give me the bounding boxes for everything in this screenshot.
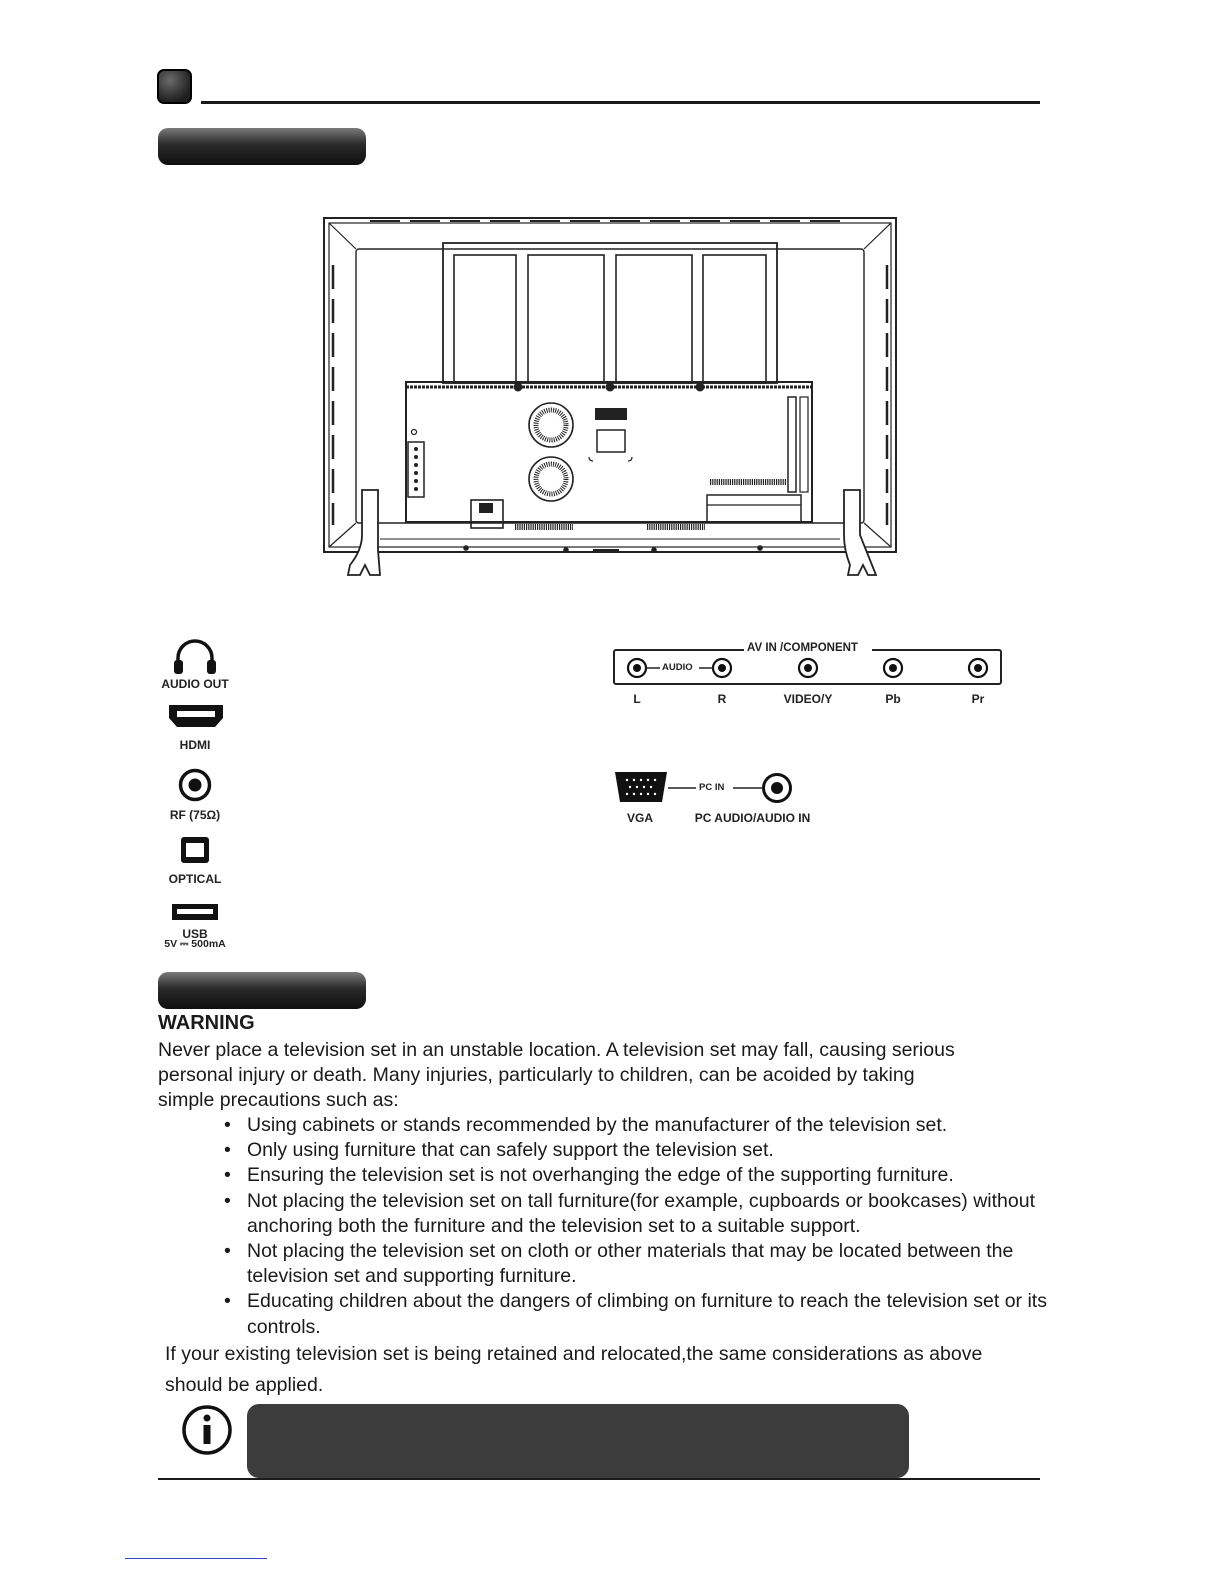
warning-heading: WARNING (158, 1012, 255, 1034)
vga-port-icon (615, 772, 667, 802)
list-item: • Using cabinets or stands recommended by the manufacturer of the television set. (222, 1113, 1047, 1138)
av-panel-title: AV IN /COMPONENT (747, 642, 858, 654)
list-item: • Not placing the television set on cloth or other materials that may be located between the television set and supporting furniture. (222, 1239, 1047, 1289)
hdmi-port-icon (167, 703, 225, 729)
rf-label: RF (75Ω) (169, 808, 221, 822)
footer-rule (158, 1478, 1040, 1480)
tv-rear-illustration (310, 205, 910, 585)
list-item: • Educating children about the dangers of climbing on furniture to reach the television set or its controls. (222, 1289, 1047, 1339)
closing-line-1: If your existing television set is being retained and relocated,the same considerations as above (165, 1343, 983, 1365)
pc-audio-label: PC AUDIO/AUDIO IN (694, 811, 811, 825)
jack-label-l: L (633, 692, 641, 706)
jack-label-r: R (717, 692, 727, 706)
footer-link-underline (125, 1558, 267, 1559)
audio-out-label: AUDIO OUT (161, 677, 229, 691)
optical-port-icon (180, 836, 210, 864)
jack-label-video-y: VIDEO/Y (783, 692, 833, 706)
usb-label: USB (182, 927, 208, 941)
headphones-icon (173, 638, 217, 676)
usb-rating-label: 5V ⎓ 500mA (164, 938, 226, 950)
section-pill-rear-view (158, 128, 366, 165)
list-item: • Only using furniture that can safely support the television set. (222, 1138, 1047, 1163)
vga-label: VGA (626, 811, 653, 825)
list-item: • Not placing the television set on tall furniture(for example, cupboards or bookcases) without anchoring both the furniture and the television set to a suitable support. (222, 1189, 1047, 1239)
closing-line-2: should be applied. (165, 1374, 324, 1396)
rf-coax-icon (178, 768, 212, 802)
chapter-badge (157, 69, 192, 104)
hdmi-label: HDMI (179, 738, 211, 752)
section-pill-safety (158, 972, 366, 1009)
info-icon (181, 1404, 233, 1456)
pc-in-label: PC IN (699, 782, 725, 793)
precautions-list (222, 1113, 1047, 1340)
av-audio-label: AUDIO (662, 662, 693, 673)
list-item: • Ensuring the television set is not overhanging the edge of the supporting furniture. (222, 1163, 1047, 1188)
jack-label-pb: Pb (885, 692, 901, 706)
warning-intro-line-1: Never place a television set in an unstable location. A television set may fall, causing serious (158, 1039, 955, 1061)
note-box (247, 1404, 909, 1478)
jack-label-pr: Pr (971, 692, 985, 706)
usb-port-icon (171, 903, 219, 921)
warning-intro-line-2: personal injury or death. Many injuries, particularly to children, can be acoided by taking (158, 1064, 915, 1086)
warning-intro-line-3: simple precautions such as: (158, 1089, 399, 1111)
header-rule (201, 101, 1040, 104)
optical-label: OPTICAL (168, 872, 222, 886)
